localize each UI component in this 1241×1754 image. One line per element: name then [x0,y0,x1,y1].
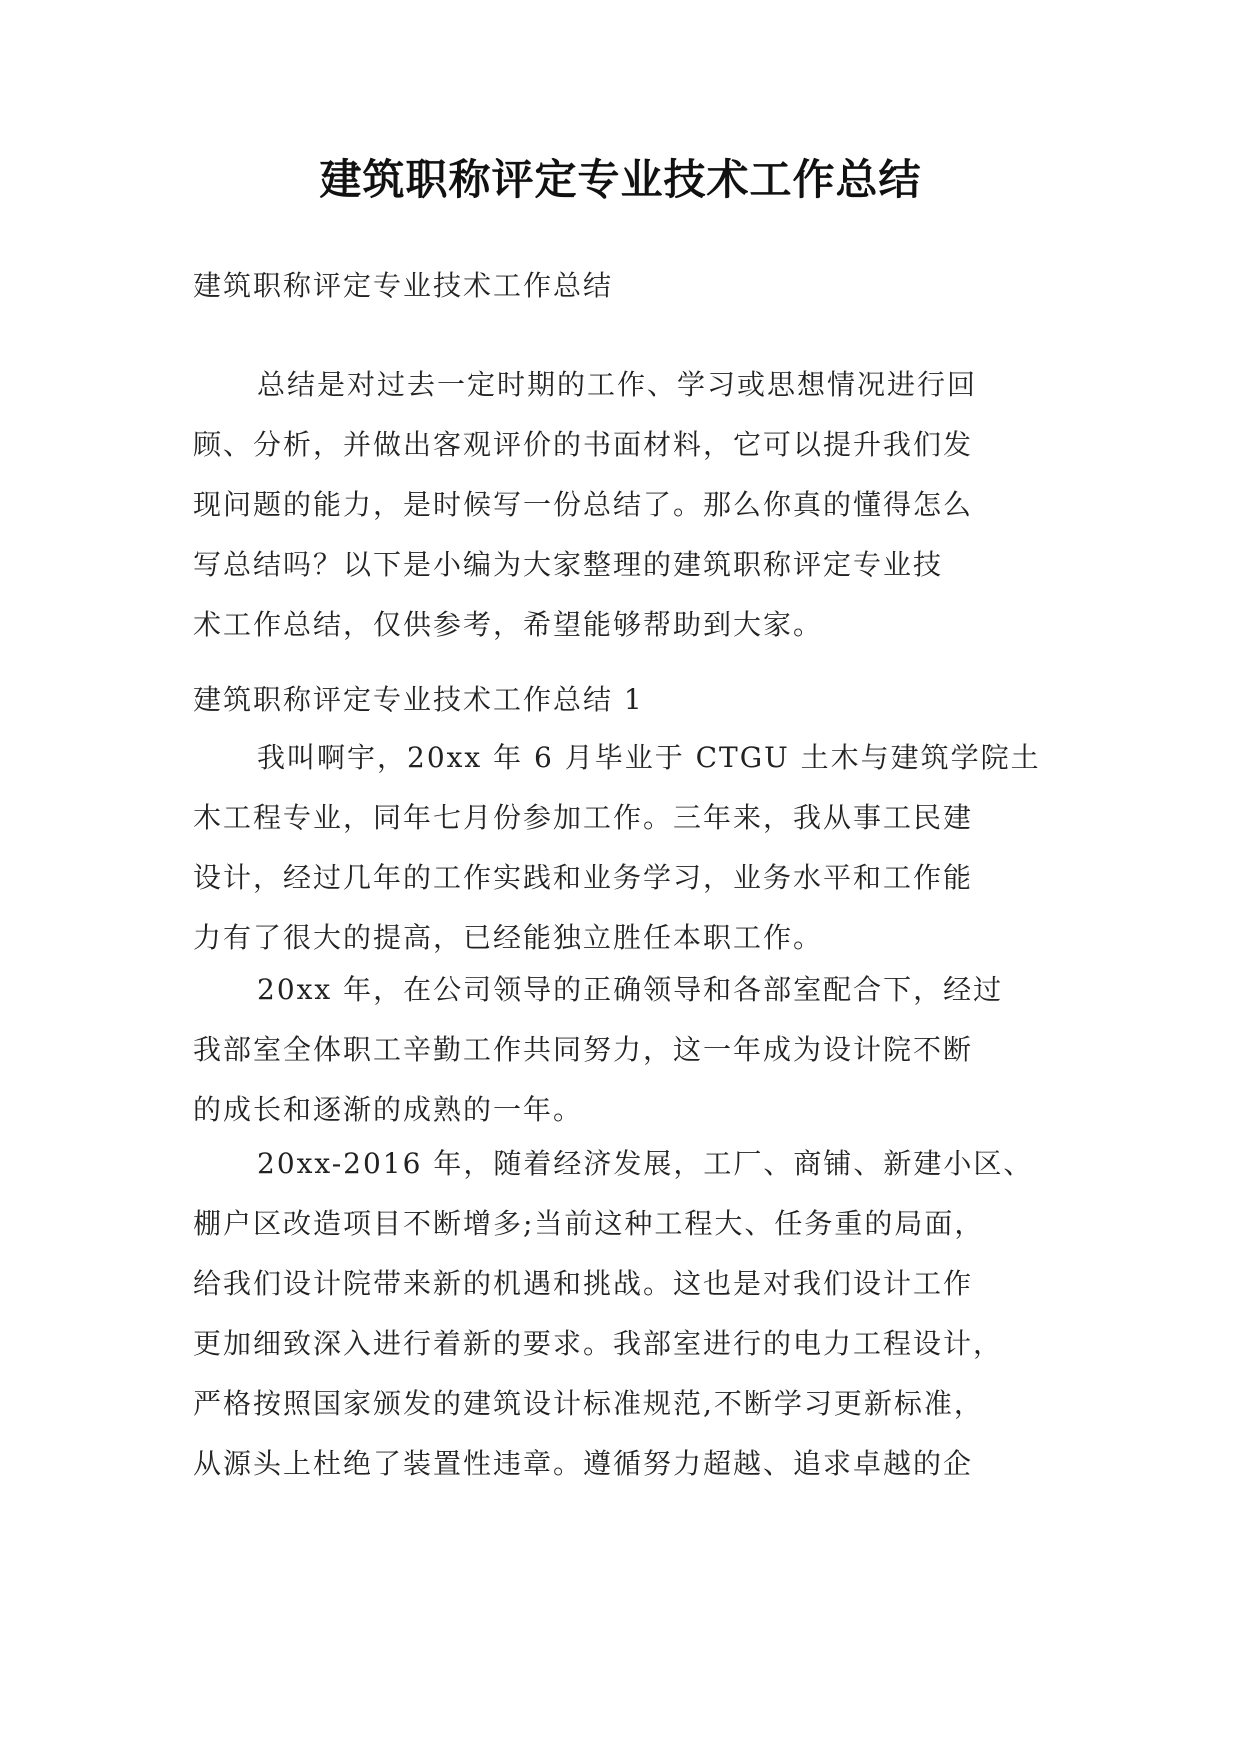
section-heading [193,670,1053,730]
subtitle-line: 建筑职称评定专业技术工作总结 [193,269,614,302]
paragraph-line: 木工程专业，同年七月份参加工作。三年来，我从事工民建 [193,801,974,834]
paragraph-line: 20xx 年，在公司领导的正确领导和各部室配合下，经过 [257,973,1004,1006]
paragraph-line: 给我们设计院带来新的机遇和挑战。这也是对我们设计工作 [193,1267,974,1300]
paragraph-1 [193,728,1053,968]
intro-line: 顾、分析，并做出客观评价的书面材料，它可以提升我们发 [193,428,974,461]
section-heading-line: 建筑职称评定专业技术工作总结 1 [193,683,644,716]
intro-line: 术工作总结，仅供参考，希望能够帮助到大家。 [193,608,824,641]
paragraph-line: 我叫啊宇，20xx 年 6 月毕业于 CTGU 土木与建筑学院土 [257,741,1041,774]
paragraph-line: 从源头上杜绝了装置性违章。遵循努力超越、追求卓越的企 [193,1447,974,1480]
paragraph-line: 设计，经过几年的工作实践和业务学习，业务水平和工作能 [193,861,974,894]
paragraph-line: 棚户区改造项目不断增多;当前这种工程大、任务重的局面， [193,1207,985,1240]
paragraph-line: 的成长和逐渐的成熟的一年。 [193,1093,584,1126]
paragraph-line: 更加细致深入进行着新的要求。我部室进行的电力工程设计， [193,1327,1004,1360]
intro-line: 现问题的能力，是时候写一份总结了。那么你真的懂得怎么 [193,488,974,521]
intro-line: 总结是对过去一定时期的工作、学习或思想情况进行回 [257,368,978,401]
paragraph-line: 严格按照国家颁发的建筑设计标准规范,不断学习更新标准， [193,1387,984,1420]
document-subtitle [193,256,1053,316]
paragraph-line: 我部室全体职工辛勤工作共同努力，这一年成为设计院不断 [193,1033,974,1066]
intro-paragraph [193,355,1053,655]
document-title: 建筑职称评定专业技术工作总结 [319,155,922,204]
intro-line: 写总结吗？以下是小编为大家整理的建筑职称评定专业技 [193,548,944,581]
paragraph-2 [193,960,1053,1140]
paragraph-3 [193,1134,1053,1494]
paragraph-line: 力有了很大的提高，已经能独立胜任本职工作。 [193,921,824,954]
paragraph-line: 20xx-2016 年，随着经济发展，工厂、商铺、新建小区、 [257,1147,1034,1180]
